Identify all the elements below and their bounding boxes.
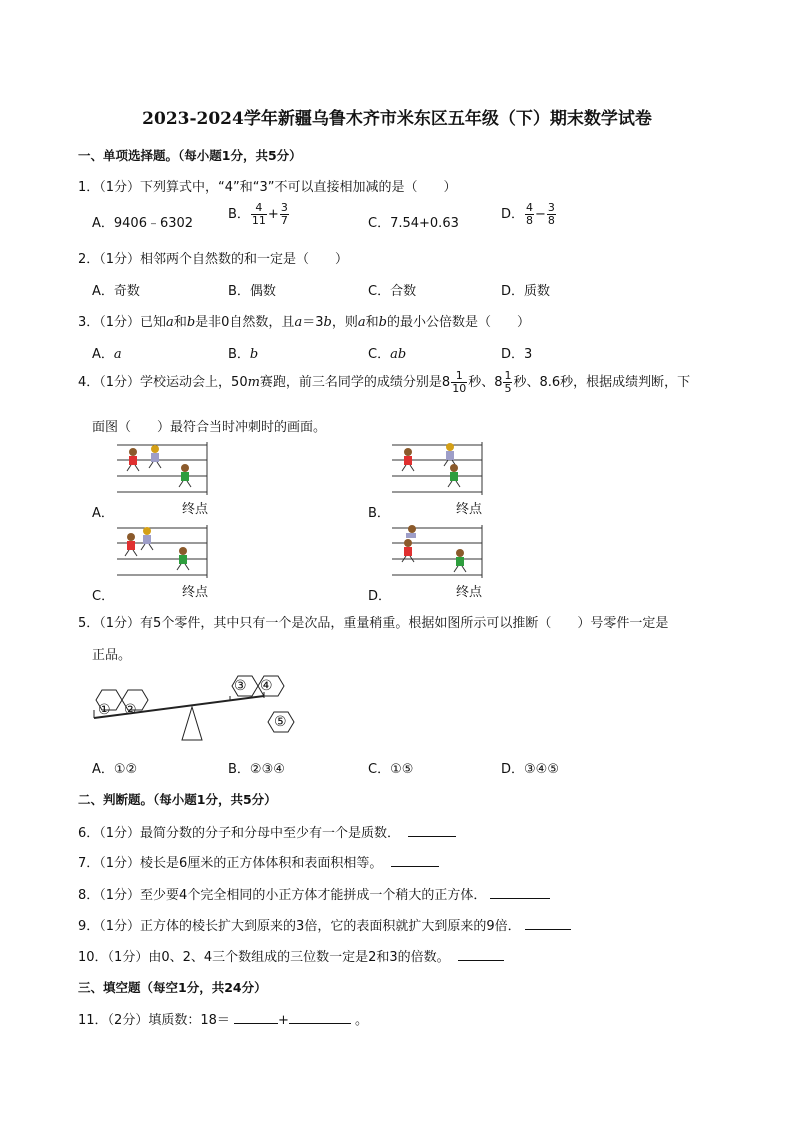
runner-icon <box>406 525 416 538</box>
answer-blank <box>391 854 439 867</box>
question-3-stem: 3．（1分）已知a和b是非0自然数，且a＝3b，则a和b的最小公倍数是（ ） <box>78 315 530 330</box>
runner-icon <box>141 527 153 550</box>
page-title: 2023-2024学年新疆乌鲁木齐市米东区五年级（下）期末数学试卷 <box>142 109 652 129</box>
q1-option-c: C．7.54+0.63 <box>368 216 459 231</box>
q4-option-d: D． <box>368 589 392 604</box>
q3-option-b: B．b <box>228 347 259 362</box>
race-figure-b <box>390 440 490 498</box>
question-6: 6．（1分）最简分数的分子和分母中至少有一个是质数． <box>78 822 456 841</box>
race-figure-a <box>115 440 215 498</box>
q1-option-d: D． $\frac{4}{8}$ − $\frac{3}{8}$ <box>501 201 555 227</box>
question-5-stem-line2: 正品。 <box>92 648 132 663</box>
finish-label-b: 终点 <box>456 502 483 517</box>
question-4-stem-line2: 面图（ ）最符合当时冲刺时的画面。 <box>92 420 327 435</box>
race-figure-c <box>115 523 215 581</box>
q2-option-d: D．质数 <box>501 284 551 299</box>
question-7: 7．（1分）棱长是6厘米的正方体体积和表面积相等。 <box>78 852 439 871</box>
answer-blank <box>234 1011 278 1024</box>
q2-option-b: B．偶数 <box>228 284 276 299</box>
q4-option-c: C． <box>92 589 115 604</box>
part-1: ① <box>98 702 111 718</box>
balance-scale-figure <box>88 672 308 744</box>
q5-option-a: A．①② <box>92 762 138 777</box>
q3-option-c: C．ab <box>368 347 407 362</box>
section-3-heading: 三、填空题（每空1分，共24分） <box>78 980 267 995</box>
q3-option-a: A．a <box>92 347 122 362</box>
answer-blank <box>289 1011 351 1024</box>
race-figure-d <box>390 523 490 581</box>
answer-blank <box>408 824 456 837</box>
q5-option-d: D．③④⑤ <box>501 762 559 777</box>
finish-label-d: 终点 <box>456 585 483 600</box>
question-8: 8．（1分）至少要4个完全相同的小正方体才能拼成一个稍大的正方体． <box>78 884 550 903</box>
q5-option-c: C．①⑤ <box>368 762 414 777</box>
runner-icon <box>149 445 161 468</box>
q1-option-b: B． $\frac{4}{11}$ + $\frac{3}{7}$ <box>228 201 288 227</box>
section-1-heading: 一、单项选择题。（每小题1分，共5分） <box>78 148 302 163</box>
question-4-stem-line1: 4．（1分）学校运动会上，50m赛跑，前三名同学的成绩分别是8 $\frac{1}{10}$ 秒、8 $\frac{1}{5}$ 秒、8.6秒，根据成绩判断，下 <box>78 369 691 395</box>
question-9: 9．（1分）正方体的棱长扩大到原来的3倍，它的表面积就扩大到原来的9倍． <box>78 915 571 934</box>
section-2-heading: 二、判断题。（每小题1分，共5分） <box>78 792 277 807</box>
finish-label-a: 终点 <box>182 502 209 517</box>
q4-option-b: B． <box>368 506 390 521</box>
answer-blank <box>525 917 571 930</box>
question-11: 11．（2分）填质数：18＝ + 。 <box>78 1013 369 1028</box>
part-5: ⑤ <box>274 714 287 730</box>
part-2: ② <box>124 702 137 718</box>
finish-label-c: 终点 <box>182 585 209 600</box>
q4-option-a: A． <box>92 506 114 521</box>
q1-option-a: A．9406﹣6302 <box>92 216 194 231</box>
answer-blank <box>490 886 550 899</box>
question-2-stem: 2．（1分）相邻两个自然数的和一定是（ ） <box>78 252 349 267</box>
q2-option-a: A．奇数 <box>92 284 140 299</box>
q2-option-c: C．合数 <box>368 284 417 299</box>
part-4: ④ <box>260 678 273 694</box>
runner-icon <box>454 549 466 572</box>
question-10: 10．（1分）由0、2、4三个数组成的三位数一定是2和3的倍数。 <box>78 946 504 965</box>
question-5-stem-line1: 5．（1分）有5个零件，其中只有一个是次品，重量稍重。根据如图所示可以推断（ ）号零件一定是 <box>78 616 669 631</box>
q3-option-d: D．3 <box>501 347 533 362</box>
question-1-stem: 1．（1分）下列算式中，“4”和“3”不可以直接相加减的是（ ） <box>78 180 457 195</box>
part-3: ③ <box>234 678 247 694</box>
answer-blank <box>458 948 504 961</box>
q5-option-b: B．②③④ <box>228 762 285 777</box>
runner-icon <box>125 533 137 556</box>
runner-icon <box>444 443 456 466</box>
